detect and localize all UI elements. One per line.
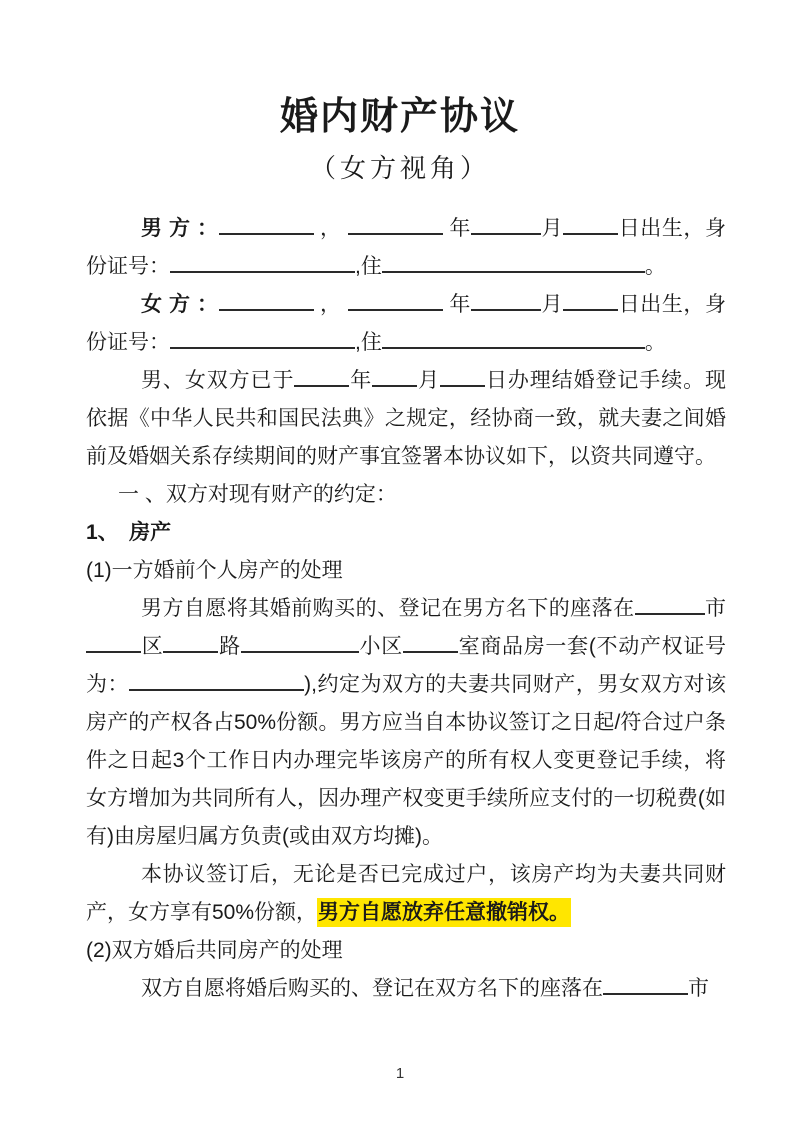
document-text: 市 [704, 597, 727, 620]
document-text: ， [313, 217, 348, 240]
clause-1-heading [86, 514, 726, 552]
section-1-heading [86, 476, 726, 514]
document-body [86, 210, 726, 1008]
document-text: ,住 [355, 331, 382, 354]
male-name-blank [219, 213, 314, 235]
document-text: 男、女双方已于 [141, 369, 295, 392]
male-address-blank [382, 251, 645, 273]
post-signing-paragraph [86, 856, 726, 932]
marriage-registration-paragraph [86, 362, 726, 476]
party-male-paragraph [86, 210, 726, 286]
male-id-number-blank [170, 251, 355, 273]
page-number: 1 [395, 1065, 405, 1082]
female-id-number-blank [170, 327, 355, 349]
document-text: 年 [442, 217, 471, 240]
joint-city-blank [603, 973, 688, 995]
female-birth-year-blank [471, 289, 541, 311]
document-text: 日办理结婚登记手续。现依据《中华人民共和国民法典》之规定，经协商一致，就夫妻之间婚前及婚姻关系存续期间的财产事宜签署本协议如下，以资共同遵守。 [86, 369, 727, 468]
document-text: 男 方 ： [141, 217, 219, 240]
joint-property-paragraph [86, 970, 726, 1008]
document-text: 月 [540, 293, 564, 316]
document-text: 小区 [358, 635, 403, 658]
clause-1-2-subheading [86, 932, 726, 970]
document-text: 日出生，身份证号： [86, 293, 727, 354]
highlighted-waiver-clause: 男方自愿放弃任意撤销权。 [317, 898, 571, 927]
female-info-blank [348, 289, 443, 311]
document-text: 。 [644, 255, 666, 278]
male-birth-month-blank [563, 213, 618, 235]
premarital-property-paragraph [86, 590, 726, 856]
premarital-district-blank [86, 631, 141, 653]
document-text: ， [313, 293, 348, 316]
marriage-month-blank [372, 365, 417, 387]
document-text: 一 、双方对现有财产的约定： [118, 483, 397, 506]
premarital-city-blank [635, 593, 705, 615]
premarital-road-blank [163, 631, 218, 653]
document-text: 月 [417, 369, 441, 392]
marriage-year-blank [294, 365, 349, 387]
document-text: 区 [141, 635, 164, 658]
document-text: (2)双方婚后共同房产的处理 [86, 939, 343, 962]
document-text: 路 [218, 635, 241, 658]
document-title: 婚内财产协议 [279, 96, 520, 138]
male-info-blank [348, 213, 443, 235]
document-text: 1、 房产 [86, 521, 172, 544]
clause-1-1-subheading [86, 552, 726, 590]
document-subtitle: （女方视角） [309, 153, 490, 183]
female-birth-month-blank [563, 289, 618, 311]
female-name-blank [219, 289, 314, 311]
premarital-cert-number-blank [129, 669, 304, 691]
male-birth-year-blank [471, 213, 541, 235]
premarital-room-blank [403, 631, 458, 653]
document-text: 月 [540, 217, 564, 240]
document-text: 本协议签订后，无论是否已完成过户，该房产均为夫妻共同财产，女方享有50%份额， [86, 863, 726, 924]
document-text: 年 [349, 369, 373, 392]
document-text: 双方自愿将婚后购买的、登记在双方名下的座落在 [141, 977, 603, 1000]
document-text: ,住 [355, 255, 382, 278]
premarital-estate-blank [241, 631, 359, 653]
document-text: 日出生，身份证号： [86, 217, 727, 278]
female-address-blank [382, 327, 645, 349]
document-text: 室商品房一套(不动产权证号为： [86, 635, 727, 696]
document-text: (1)一方婚前个人房产的处理 [86, 559, 343, 582]
document-text: 女 方 ： [141, 293, 219, 316]
party-female-paragraph [86, 286, 726, 362]
marriage-day-blank [440, 365, 485, 387]
document-text: 。 [644, 331, 666, 354]
document-text: ),约定为双方的夫妻共同财产，男女双方对该房产的产权各占50%份额。男方应当自本协议签订之日起/符合过户条件之日起3个工作日内办理完毕该房产的所有权人变更登记手续，将女方增加为共同所有人，因办理产权变更手续所应支付的一切税费(如有)由房屋归属方负责(或由双方均摊)。 [86, 673, 727, 848]
document-text: 市 [688, 977, 709, 1000]
document-text: 男方自愿将其婚前购买的、登记在男方名下的座落在 [141, 597, 635, 620]
document-text: 年 [442, 293, 471, 316]
